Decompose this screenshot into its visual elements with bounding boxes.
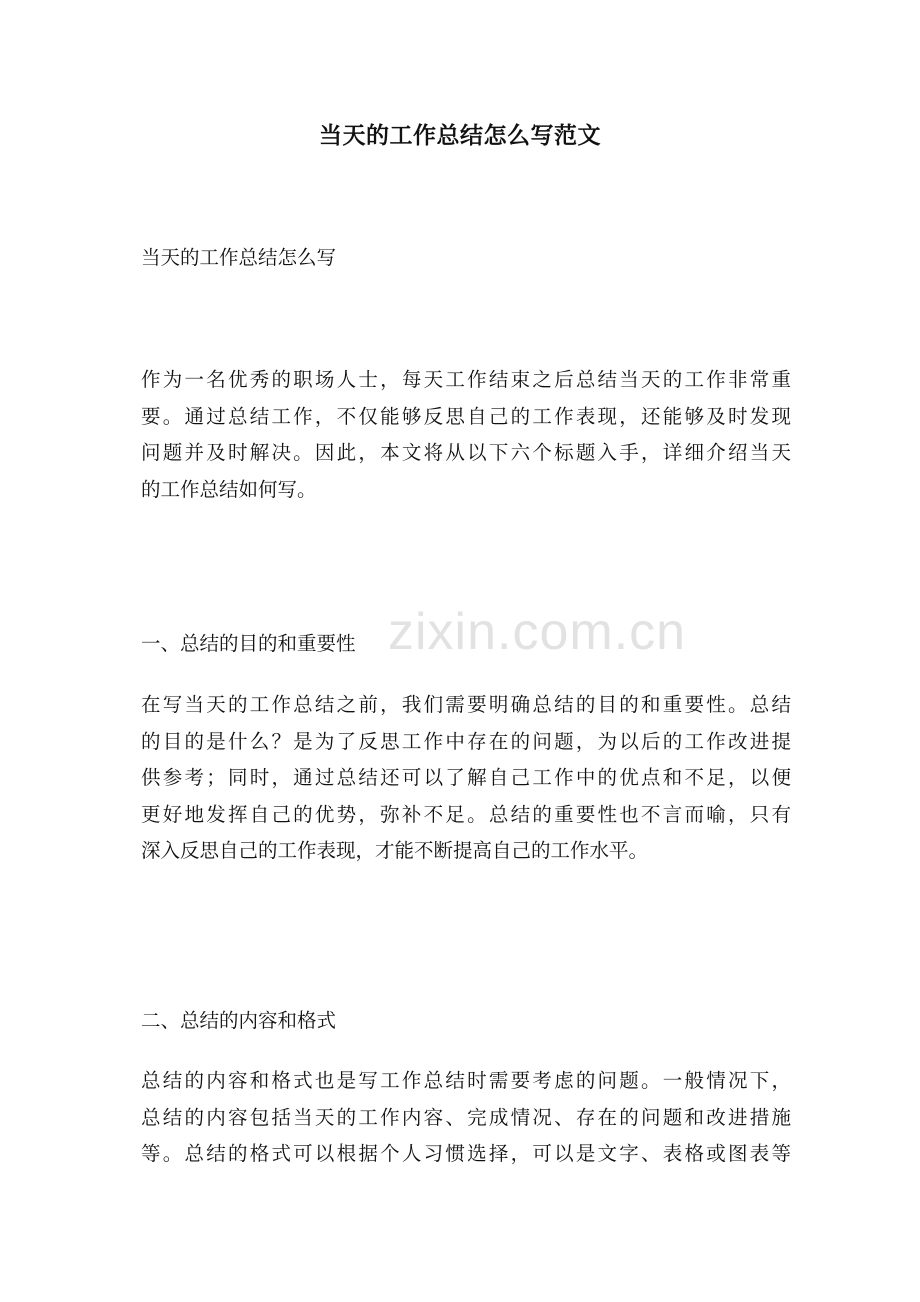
section-heading-2: 二、总结的内容和格式	[141, 1009, 337, 1032]
paragraph-line: 作为一名优秀的职场人士，每天工作结束之后总结当天的工作非常重	[141, 368, 791, 391]
document-title: 当天的工作总结怎么写范文	[319, 122, 601, 149]
paragraph-line: 总结的内容和格式也是写工作总结时需要考虑的问题。一般情况下，	[141, 1069, 791, 1092]
section-heading-1: 一、总结的目的和重要性	[141, 632, 356, 655]
paragraph-line: 的工作总结如何写。	[141, 477, 317, 501]
paragraph-line: 更好地发挥自己的优势，弥补不足。总结的重要性也不言而喻，只有	[141, 802, 791, 826]
section-2-paragraph	[141, 1063, 791, 1173]
paragraph-line: 问题并及时解决。因此，本文将从以下六个标题入手，详细介绍当天	[141, 441, 791, 464]
intro-paragraph	[141, 362, 791, 508]
paragraph-line: 总结的内容包括当天的工作内容、完成情况、存在的问题和改进措施	[141, 1105, 791, 1129]
document-subtitle: 当天的工作总结怎么写	[141, 246, 337, 269]
paragraph-line: 的目的是什么？是为了反思工作中存在的问题，为以后的工作改进提	[141, 729, 791, 753]
paragraph-line: 等。总结的格式可以根据个人习惯选择，可以是文字、表格或图表等	[141, 1142, 791, 1165]
paragraph-line: 要。通过总结工作，不仅能够反思自己的工作表现，还能够及时发现	[141, 404, 791, 428]
paragraph-line: 供参考；同时，通过总结还可以了解自己工作中的优点和不足，以便	[141, 766, 791, 789]
watermark: zixin.com.cn	[388, 603, 687, 661]
paragraph-line: 在写当天的工作总结之前，我们需要明确总结的目的和重要性。总结	[141, 693, 791, 716]
section-1-paragraph	[141, 687, 791, 870]
paragraph-line: 深入反思自己的工作表现，才能不断提高自己的工作水平。	[141, 839, 649, 862]
